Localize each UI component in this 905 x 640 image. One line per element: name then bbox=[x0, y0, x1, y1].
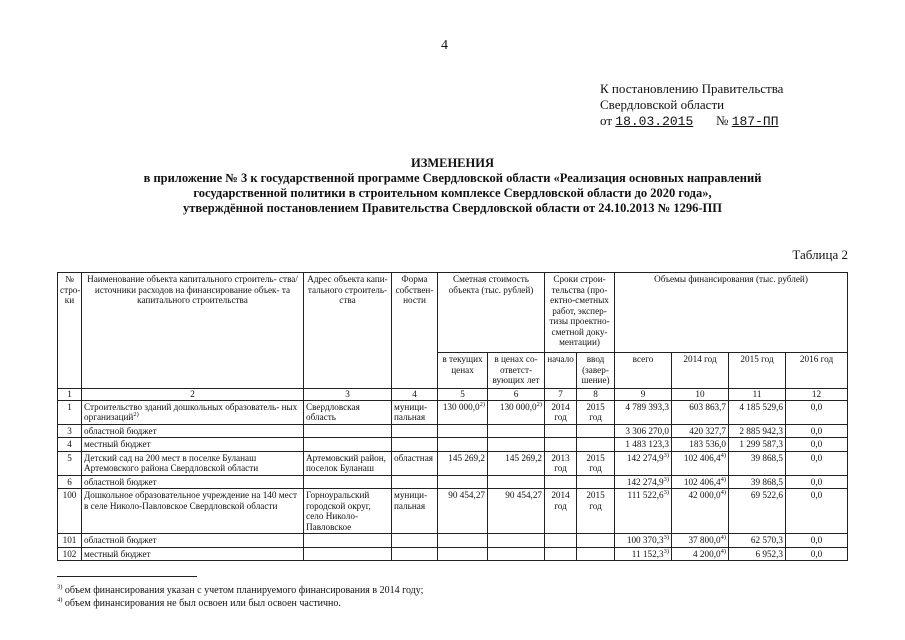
cell-total: 11 152,3$^{3)}$ bbox=[615, 547, 672, 561]
cell-y2016: 0,0 bbox=[786, 438, 848, 452]
cell-num: 1 bbox=[58, 400, 82, 424]
cell-cost-current bbox=[438, 438, 488, 452]
footnote-4: $^{4)}$ объем финансирования не был освоен или был освоен частично. bbox=[57, 596, 341, 609]
cell-name: областной бюджет bbox=[82, 475, 304, 489]
header-cost-period: в ценах со- ответст- вующих лет bbox=[488, 353, 545, 389]
cell-y2015: 39 868,5 bbox=[729, 451, 786, 475]
cell-y2016: 0,0 bbox=[786, 534, 848, 548]
title-line-2: в приложение № 3 к государственной программе Свердловской области «Реализация основных направлений bbox=[143, 171, 762, 185]
header-name: Наименование объекта капитального строитель- ства/источники расходов на финансирование объек- та капитального строительства bbox=[82, 273, 304, 389]
header-cost: Сметная стоимость объекта (тыс. рублей) bbox=[438, 273, 545, 353]
table-row bbox=[58, 400, 848, 424]
cell-cost-current: 145 269,2 bbox=[438, 451, 488, 475]
cell-start: 2013 год bbox=[545, 451, 577, 475]
cell-y2014: 37 800,0$^{4)}$ bbox=[672, 534, 729, 548]
cell-address bbox=[304, 534, 392, 548]
cell-cost-period: 90 454,27 bbox=[488, 489, 545, 534]
cell-address bbox=[304, 424, 392, 438]
cell-total: 111 522,6$^{3)}$ bbox=[615, 489, 672, 534]
cell-ownership bbox=[392, 438, 438, 452]
cell-y2016: 0,0 bbox=[786, 547, 848, 561]
page-number: 4 bbox=[441, 38, 448, 53]
cell-num: 3 bbox=[58, 424, 82, 438]
cell-cost-current: 130 000,0$^{2)}$ bbox=[438, 400, 488, 424]
cell-cost-current: 90 454,27 bbox=[438, 489, 488, 534]
header-terms: Сроки строи- тельства (про- ектно-сметных работ, экспер- тизы проектно- сметной доку- ментации) bbox=[545, 273, 615, 353]
cell-cost-period bbox=[488, 424, 545, 438]
cell-end: 2015 год bbox=[577, 400, 615, 424]
column-index: 1 bbox=[58, 389, 82, 401]
table-row bbox=[58, 438, 848, 452]
cell-total: 1 483 123,3 bbox=[615, 438, 672, 452]
cell-total: 100 370,3$^{3)}$ bbox=[615, 534, 672, 548]
cell-y2015: 1 299 587,3 bbox=[729, 438, 786, 452]
cell-cost-current bbox=[438, 424, 488, 438]
cell-num: 5 bbox=[58, 451, 82, 475]
cell-ownership: областная bbox=[392, 451, 438, 475]
financing-table bbox=[57, 272, 848, 561]
cell-end: 2015 год bbox=[577, 489, 615, 534]
table-row bbox=[58, 451, 848, 475]
cell-cost-current bbox=[438, 547, 488, 561]
cell-num: 102 bbox=[58, 547, 82, 561]
cell-name: местный бюджет bbox=[82, 547, 304, 561]
header-funding-2015: 2015 год bbox=[729, 353, 786, 389]
column-index: 4 bbox=[392, 389, 438, 401]
header-ownership: Форма собствен- ности bbox=[392, 273, 438, 389]
cell-total: 4 789 393,3 bbox=[615, 400, 672, 424]
cell-y2014: 183 536,0 bbox=[672, 438, 729, 452]
title-line-3: государственной политики в строительном комплексе Свердловской области до 2020 года», bbox=[193, 186, 712, 200]
cell-ownership bbox=[392, 534, 438, 548]
approval-block bbox=[600, 81, 783, 130]
table-label: Таблица 2 bbox=[792, 247, 848, 262]
cell-y2014: 4 200,0$^{4)}$ bbox=[672, 547, 729, 561]
cell-end: 2015 год bbox=[577, 451, 615, 475]
table-row bbox=[58, 534, 848, 548]
column-index-row bbox=[58, 389, 848, 401]
header-num: № стро- ки bbox=[58, 273, 82, 389]
cell-total: 142 274,9$^{3)}$ bbox=[615, 451, 672, 475]
cell-start: 2014 год bbox=[545, 400, 577, 424]
table-row bbox=[58, 489, 848, 534]
cell-num: 6 bbox=[58, 475, 82, 489]
document-title bbox=[60, 156, 845, 216]
cell-start bbox=[545, 424, 577, 438]
cell-address: Артемовский район, поселок Буланаш bbox=[304, 451, 392, 475]
cell-y2016: 0,0 bbox=[786, 475, 848, 489]
column-index: 12 bbox=[786, 389, 848, 401]
column-index: 10 bbox=[672, 389, 729, 401]
cell-ownership bbox=[392, 547, 438, 561]
cell-end bbox=[577, 438, 615, 452]
cell-address: Свердловская область bbox=[304, 400, 392, 424]
cell-total: 142 274,9$^{3)}$ bbox=[615, 475, 672, 489]
cell-address bbox=[304, 547, 392, 561]
cell-end bbox=[577, 424, 615, 438]
cell-y2014: 420 327,7 bbox=[672, 424, 729, 438]
cell-y2015: 6 952,3 bbox=[729, 547, 786, 561]
cell-y2014: 102 406,4$^{4)}$ bbox=[672, 451, 729, 475]
header-funding-2014: 2014 год bbox=[672, 353, 729, 389]
cell-num: 100 bbox=[58, 489, 82, 534]
cell-ownership bbox=[392, 475, 438, 489]
table-row bbox=[58, 547, 848, 561]
approval-number: 187-ПП bbox=[731, 114, 779, 129]
header-terms-end: ввод (завер- шение) bbox=[577, 353, 615, 389]
cell-cost-period bbox=[488, 534, 545, 548]
table-row bbox=[58, 424, 848, 438]
cell-ownership bbox=[392, 424, 438, 438]
footnote-3: $^{3)}$ объем финансирования указан с учетом планируемого финансирования в 2014 году; bbox=[57, 583, 424, 596]
column-index: 9 bbox=[615, 389, 672, 401]
cell-ownership: муници- пальная bbox=[392, 400, 438, 424]
cell-name: областной бюджет bbox=[82, 534, 304, 548]
header-cost-current: в текущих ценах bbox=[438, 353, 488, 389]
cell-num: 101 bbox=[58, 534, 82, 548]
column-index: 5 bbox=[438, 389, 488, 401]
cell-total: 3 306 270,0 bbox=[615, 424, 672, 438]
column-index: 11 bbox=[729, 389, 786, 401]
table-row bbox=[58, 475, 848, 489]
cell-y2014: 42 000,0$^{4)}$ bbox=[672, 489, 729, 534]
header-terms-start: начало bbox=[545, 353, 577, 389]
cell-name: Дошкольное образовательное учреждение на 140 мест в селе Николо-Павловское Свердловской области bbox=[82, 489, 304, 534]
cell-start bbox=[545, 475, 577, 489]
cell-cost-current bbox=[438, 534, 488, 548]
cell-end bbox=[577, 475, 615, 489]
cell-start bbox=[545, 534, 577, 548]
column-index: 6 bbox=[488, 389, 545, 401]
cell-y2015: 62 570,3 bbox=[729, 534, 786, 548]
cell-y2014: 102 406,4$^{4)}$ bbox=[672, 475, 729, 489]
column-index: 3 bbox=[304, 389, 392, 401]
cell-y2016: 0,0 bbox=[786, 451, 848, 475]
approval-line-2: Свердловской области bbox=[600, 97, 725, 112]
title-line-4: утверждённой постановлением Правительства Свердловской области от 24.10.2013 № 1296-ПП bbox=[183, 201, 722, 215]
cell-y2015: 2 885 942,3 bbox=[729, 424, 786, 438]
cell-cost-current bbox=[438, 475, 488, 489]
cell-start: 2014 год bbox=[545, 489, 577, 534]
title-line-1: ИЗМЕНЕНИЯ bbox=[411, 156, 494, 170]
header-funding-total: всего bbox=[615, 353, 672, 389]
cell-cost-period bbox=[488, 438, 545, 452]
cell-y2016: 0,0 bbox=[786, 424, 848, 438]
header-address: Адрес объекта капи- тального строитель- ства bbox=[304, 273, 392, 389]
cell-address bbox=[304, 438, 392, 452]
cell-y2016: 0,0 bbox=[786, 489, 848, 534]
approval-from-label: от bbox=[600, 113, 613, 128]
header-funding-2016: 2016 год bbox=[786, 353, 848, 389]
cell-address: Горноуральский городской округ, село Николо- Павловское bbox=[304, 489, 392, 534]
footnotes bbox=[57, 584, 423, 610]
cell-end bbox=[577, 534, 615, 548]
approval-date-line bbox=[600, 113, 783, 130]
cell-end bbox=[577, 547, 615, 561]
cell-cost-period: 145 269,2 bbox=[488, 451, 545, 475]
header-funding: Объемы финансирования (тыс. рублей) bbox=[615, 273, 848, 353]
approval-date: 18.03.2015 bbox=[615, 114, 694, 129]
cell-cost-period bbox=[488, 547, 545, 561]
cell-cost-period: 130 000,0$^{2)}$ bbox=[488, 400, 545, 424]
cell-start bbox=[545, 438, 577, 452]
cell-name: областной бюджет bbox=[82, 424, 304, 438]
cell-ownership: муници- пальная bbox=[392, 489, 438, 534]
approval-number-label: № bbox=[716, 113, 729, 128]
cell-address bbox=[304, 475, 392, 489]
cell-start bbox=[545, 547, 577, 561]
approval-line-1: К постановлению Правительства bbox=[600, 81, 784, 96]
cell-y2015: 39 868,5 bbox=[729, 475, 786, 489]
cell-y2016: 0,0 bbox=[786, 400, 848, 424]
column-index: 7 bbox=[545, 389, 577, 401]
cell-cost-period bbox=[488, 475, 545, 489]
cell-num: 4 bbox=[58, 438, 82, 452]
column-index: 8 bbox=[577, 389, 615, 401]
footnote-rule bbox=[57, 576, 197, 577]
cell-name: Строительство зданий дошкольных образователь- ных организаций$^{2)}$ bbox=[82, 400, 304, 424]
cell-name: местный бюджет bbox=[82, 438, 304, 452]
column-index: 2 bbox=[82, 389, 304, 401]
cell-y2015: 69 522,6 bbox=[729, 489, 786, 534]
cell-name: Детский сад на 200 мест в поселке Буланаш Артемовского района Свердловской области bbox=[82, 451, 304, 475]
cell-y2015: 4 185 529,6 bbox=[729, 400, 786, 424]
cell-y2014: 603 863,7 bbox=[672, 400, 729, 424]
